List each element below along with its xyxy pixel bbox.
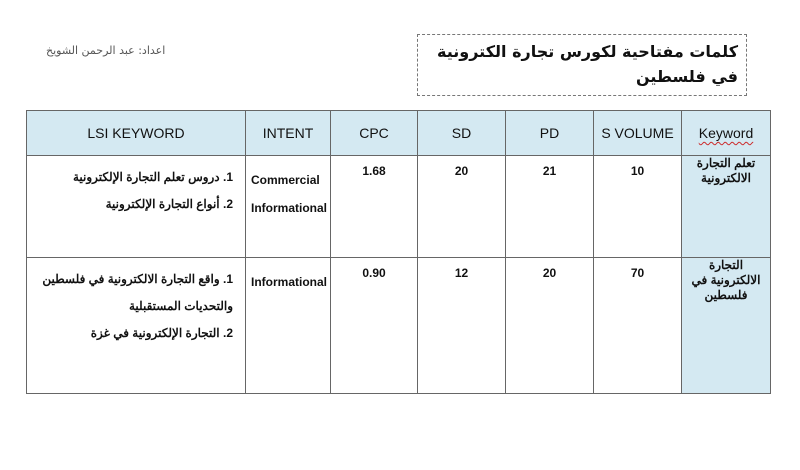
pd-cell: 20 <box>506 258 594 394</box>
header-sd: SD <box>418 111 506 156</box>
table-row <box>27 258 771 394</box>
table-header-row <box>27 111 771 156</box>
header-keyword <box>682 111 771 156</box>
intent-cell <box>246 258 331 394</box>
table-row <box>27 156 771 258</box>
search-volume-cell: 10 <box>594 156 682 258</box>
header-lsi-keyword: LSI KEYWORD <box>27 111 246 156</box>
intent-value: Informational <box>251 201 328 215</box>
header-cpc: CPC <box>331 111 418 156</box>
keyword-table <box>26 110 771 394</box>
author-credit: اعداد: عبد الرحمن الشويخ <box>46 44 166 57</box>
sd-cell: 12 <box>418 258 506 394</box>
pd-cell: 21 <box>506 156 594 258</box>
cpc-cell: 1.68 <box>331 156 418 258</box>
lsi-cell <box>27 258 246 394</box>
lsi-item: والتحديات المستقبلية <box>128 299 233 313</box>
page-title: كلمات مفتاحية لكورس تجارة الكترونية في فلسطين <box>417 34 747 96</box>
header-search-volume: S VOLUME <box>594 111 682 156</box>
keyword-cell: تعلم التجارة الالكترونية <box>682 156 771 258</box>
header-pd: PD <box>506 111 594 156</box>
lsi-item: 2. أنواع التجارة الإلكترونية <box>105 197 233 211</box>
intent-cell <box>246 156 331 258</box>
header-keyword-label: Keyword <box>698 125 754 141</box>
intent-value: Commercial <box>251 173 320 187</box>
cpc-cell: 0.90 <box>331 258 418 394</box>
lsi-cell <box>27 156 246 258</box>
intent-value: Informational <box>251 275 328 289</box>
sd-cell: 20 <box>418 156 506 258</box>
lsi-item: 2. التجارة الإلكترونية في غزة <box>90 326 233 340</box>
lsi-item: 1. دروس تعلم التجارة الإلكترونية <box>72 170 233 184</box>
header-intent: INTENT <box>246 111 331 156</box>
keyword-cell: التجارة الالكترونية في فلسطين <box>682 258 771 394</box>
search-volume-cell: 70 <box>594 258 682 394</box>
lsi-item: 1. واقع التجارة الالكترونية في فلسطين <box>42 272 233 286</box>
